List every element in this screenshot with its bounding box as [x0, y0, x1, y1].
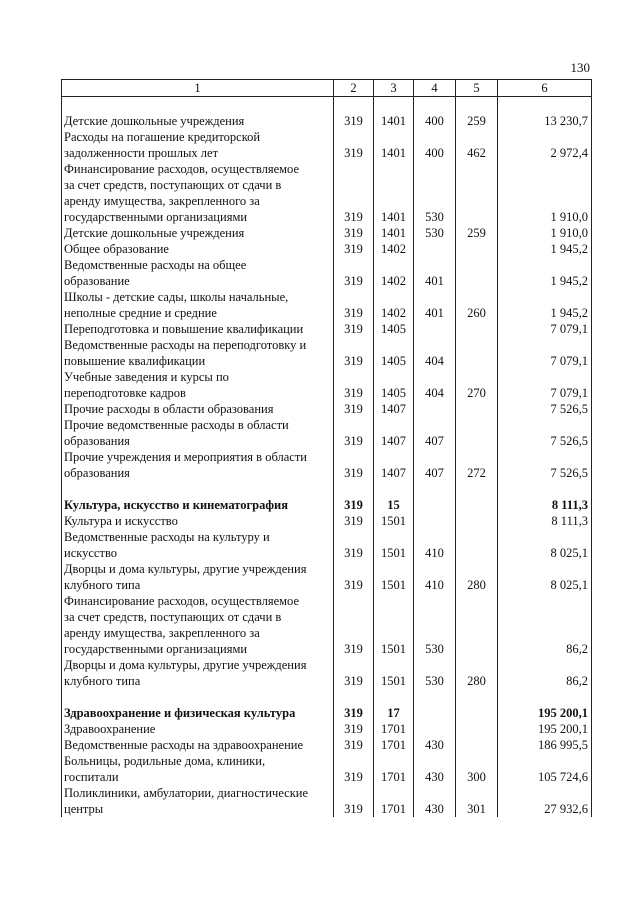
description-cell: [62, 401, 334, 417]
description-line: Общее образование: [64, 242, 169, 256]
code-cell-c2: 319: [334, 257, 374, 289]
description-cell: [62, 497, 334, 513]
empty-cell: [498, 481, 592, 497]
code-cell-c5: 260: [456, 289, 498, 321]
description-line: аренду имущества, закрепленного за: [64, 194, 260, 208]
empty-cell: [374, 97, 414, 114]
code-cell-c5: [456, 401, 498, 417]
empty-cell: [414, 481, 456, 497]
code-cell-c5: [456, 721, 498, 737]
code-cell-c3: 1501: [374, 529, 414, 561]
code-cell-c5: [456, 257, 498, 289]
description-cell: [62, 449, 334, 481]
amount-cell: 8 111,3: [498, 497, 592, 513]
code-cell-c5: [456, 241, 498, 257]
empty-cell: [374, 689, 414, 705]
code-cell-c4: 407: [414, 449, 456, 481]
code-cell-c5: [456, 513, 498, 529]
code-cell-c3: 1501: [374, 593, 414, 657]
table-row: [62, 161, 592, 225]
description-line: Прочие расходы в области образования: [64, 402, 274, 416]
code-cell-c2: 319: [334, 401, 374, 417]
code-cell-c4: 404: [414, 369, 456, 401]
code-cell-c4: 410: [414, 561, 456, 593]
description-line: Ведомственные расходы на переподготовку и: [64, 338, 307, 352]
code-cell-c2: 319: [334, 417, 374, 449]
description-line: образование: [64, 274, 130, 288]
amount-cell: 1 910,0: [498, 161, 592, 225]
empty-cell: [334, 689, 374, 705]
code-cell-c5: [456, 737, 498, 753]
code-cell-c3: 1701: [374, 785, 414, 817]
description-line: неполные средние и средние: [64, 306, 217, 320]
code-cell-c3: 1407: [374, 417, 414, 449]
table-row: [62, 561, 592, 593]
amount-cell: 1 945,2: [498, 241, 592, 257]
description-line: за счет средств, поступающих от сдачи в: [64, 610, 282, 624]
description-line: Дворцы и дома культуры, другие учреждения: [64, 562, 307, 576]
description-line: Учебные заведения и курсы по: [64, 370, 229, 384]
column-header-5: 5: [456, 80, 498, 97]
description-line: образования: [64, 466, 130, 480]
description-cell: [62, 721, 334, 737]
code-cell-c5: 259: [456, 225, 498, 241]
code-cell-c4: 430: [414, 753, 456, 785]
empty-cell: [374, 481, 414, 497]
description-line: госпитали: [64, 770, 119, 784]
code-cell-c5: 259: [456, 113, 498, 129]
description-line: государственными организациями: [64, 210, 248, 224]
description-cell: [62, 337, 334, 369]
description-line: Здравоохранение и физическая культура: [64, 706, 296, 720]
amount-cell: 13 230,7: [498, 113, 592, 129]
description-cell: [62, 225, 334, 241]
code-cell-c5: 300: [456, 753, 498, 785]
description-line: Ведомственные расходы на здравоохранение: [64, 738, 304, 752]
code-cell-c2: 319: [334, 529, 374, 561]
code-cell-c5: 301: [456, 785, 498, 817]
code-cell-c5: [456, 417, 498, 449]
code-cell-c3: 1401: [374, 113, 414, 129]
amount-cell: 2 972,4: [498, 129, 592, 161]
amount-cell: 186 995,5: [498, 737, 592, 753]
table-body: [62, 97, 592, 818]
code-cell-c5: [456, 337, 498, 369]
code-cell-c2: 319: [334, 129, 374, 161]
code-cell-c5: [456, 321, 498, 337]
amount-cell: 7 526,5: [498, 401, 592, 417]
table-row: [62, 257, 592, 289]
description-cell: [62, 705, 334, 721]
code-cell-c3: 1401: [374, 129, 414, 161]
description-line: за счет средств, поступающих от сдачи в: [64, 178, 282, 192]
code-cell-c5: [456, 529, 498, 561]
amount-cell: 1 910,0: [498, 225, 592, 241]
code-cell-c4: 401: [414, 289, 456, 321]
description-line: аренду имущества, закрепленного за: [64, 626, 260, 640]
amount-cell: 8 025,1: [498, 529, 592, 561]
code-cell-c4: 410: [414, 529, 456, 561]
section-header-row: [62, 705, 592, 721]
amount-cell: 8 025,1: [498, 561, 592, 593]
code-cell-c2: 319: [334, 561, 374, 593]
code-cell-c3: 1401: [374, 161, 414, 225]
code-cell-c5: 270: [456, 369, 498, 401]
amount-cell: 8 111,3: [498, 513, 592, 529]
amount-cell: 7 079,1: [498, 321, 592, 337]
table-row: [62, 369, 592, 401]
code-cell-c5: [456, 497, 498, 513]
description-cell: [62, 161, 334, 225]
code-cell-c3: 17: [374, 705, 414, 721]
description-line: Прочие учреждения и мероприятия в области: [64, 450, 307, 464]
page-number: 130: [570, 60, 590, 75]
column-header-3: 3: [374, 80, 414, 97]
description-cell: [62, 257, 334, 289]
code-cell-c2: 319: [334, 161, 374, 225]
table-row: [62, 289, 592, 321]
empty-cell: [456, 97, 498, 114]
table-row: [62, 113, 592, 129]
code-cell-c3: 1401: [374, 225, 414, 241]
description-cell: [62, 657, 334, 689]
amount-cell: 27 932,6: [498, 785, 592, 817]
table-row: [62, 241, 592, 257]
empty-cell: [414, 97, 456, 114]
description-cell: [62, 753, 334, 785]
description-cell: [62, 737, 334, 753]
table-row: [62, 785, 592, 817]
code-cell-c2: 319: [334, 497, 374, 513]
code-cell-c4: [414, 513, 456, 529]
table-row: [62, 513, 592, 529]
column-header-1: 1: [62, 80, 334, 97]
code-cell-c4: [414, 321, 456, 337]
description-line: клубного типа: [64, 578, 141, 592]
empty-cell: [414, 689, 456, 705]
column-header-6: 6: [498, 80, 592, 97]
table-row: [62, 321, 592, 337]
code-cell-c3: 1402: [374, 241, 414, 257]
empty-cell: [456, 689, 498, 705]
amount-cell: 7 079,1: [498, 337, 592, 369]
amount-cell: 195 200,1: [498, 721, 592, 737]
code-cell-c2: 319: [334, 289, 374, 321]
empty-cell: [498, 689, 592, 705]
code-cell-c4: 530: [414, 593, 456, 657]
code-cell-c4: 401: [414, 257, 456, 289]
description-line: клубного типа: [64, 674, 141, 688]
description-cell: [62, 417, 334, 449]
code-cell-c2: 319: [334, 225, 374, 241]
code-cell-c4: [414, 497, 456, 513]
spacer-row: [62, 97, 592, 114]
column-header-4: 4: [414, 80, 456, 97]
description-line: переподготовке кадров: [64, 386, 186, 400]
description-line: Школы - детские сады, школы начальные,: [64, 290, 289, 304]
code-cell-c5: [456, 705, 498, 721]
description-line: Культура и искусство: [64, 514, 178, 528]
code-cell-c3: 1402: [374, 289, 414, 321]
table-row: [62, 225, 592, 241]
code-cell-c3: 1701: [374, 737, 414, 753]
description-line: образования: [64, 434, 130, 448]
code-cell-c3: 1701: [374, 753, 414, 785]
code-cell-c5: 272: [456, 449, 498, 481]
amount-cell: 1 945,2: [498, 289, 592, 321]
amount-cell: 7 079,1: [498, 369, 592, 401]
code-cell-c3: 1701: [374, 721, 414, 737]
code-cell-c5: [456, 161, 498, 225]
empty-cell: [62, 689, 334, 705]
code-cell-c2: 319: [334, 737, 374, 753]
table-row: [62, 129, 592, 161]
code-cell-c4: 530: [414, 161, 456, 225]
table-row: [62, 417, 592, 449]
code-cell-c3: 1501: [374, 513, 414, 529]
description-cell: [62, 785, 334, 817]
description-line: повышение квалификации: [64, 354, 206, 368]
description-line: Ведомственные расходы на культуру и: [64, 530, 270, 544]
empty-cell: [456, 481, 498, 497]
amount-cell: 1 945,2: [498, 257, 592, 289]
description-cell: [62, 113, 334, 129]
description-line: Культура, искусство и кинематография: [64, 498, 288, 512]
description-cell: [62, 129, 334, 161]
code-cell-c4: [414, 721, 456, 737]
code-cell-c3: 1501: [374, 657, 414, 689]
code-cell-c4: 407: [414, 417, 456, 449]
code-cell-c2: 319: [334, 753, 374, 785]
amount-cell: 195 200,1: [498, 705, 592, 721]
description-cell: [62, 593, 334, 657]
table-row: [62, 721, 592, 737]
spacer-row: [62, 689, 592, 705]
code-cell-c5: 280: [456, 561, 498, 593]
code-cell-c2: 319: [334, 785, 374, 817]
code-cell-c4: [414, 705, 456, 721]
description-line: Детские дошкольные учреждения: [64, 226, 245, 240]
spacer-row: [62, 481, 592, 497]
section-header-row: [62, 497, 592, 513]
table-row: [62, 657, 592, 689]
code-cell-c2: 319: [334, 593, 374, 657]
description-line: центры: [64, 802, 104, 816]
description-cell: [62, 241, 334, 257]
code-cell-c3: 1405: [374, 337, 414, 369]
code-cell-c3: 1407: [374, 449, 414, 481]
code-cell-c2: 319: [334, 705, 374, 721]
amount-cell: 105 724,6: [498, 753, 592, 785]
code-cell-c5: 462: [456, 129, 498, 161]
description-cell: [62, 561, 334, 593]
description-cell: [62, 529, 334, 561]
amount-cell: 7 526,5: [498, 417, 592, 449]
code-cell-c2: 319: [334, 113, 374, 129]
empty-cell: [62, 97, 334, 114]
code-cell-c4: [414, 241, 456, 257]
description-line: Больницы, родильные дома, клиники,: [64, 754, 266, 768]
code-cell-c4: 530: [414, 225, 456, 241]
budget-table: [61, 79, 592, 817]
amount-cell: 86,2: [498, 657, 592, 689]
description-line: задолженности прошлых лет: [64, 146, 219, 160]
description-line: Финансирование расходов, осуществляемое: [64, 162, 299, 176]
description-line: Переподготовка и повышение квалификации: [64, 322, 304, 336]
description-cell: [62, 321, 334, 337]
code-cell-c3: 1501: [374, 561, 414, 593]
column-header-2: 2: [334, 80, 374, 97]
amount-cell: 7 526,5: [498, 449, 592, 481]
description-line: Здравоохранение: [64, 722, 156, 736]
empty-cell: [334, 97, 374, 114]
table-row: [62, 529, 592, 561]
description-line: государственными организациями: [64, 642, 248, 656]
code-cell-c3: 1405: [374, 321, 414, 337]
code-cell-c4: 400: [414, 113, 456, 129]
code-cell-c2: 319: [334, 513, 374, 529]
table-row: [62, 753, 592, 785]
code-cell-c4: 430: [414, 737, 456, 753]
code-cell-c4: 400: [414, 129, 456, 161]
code-cell-c3: 1407: [374, 401, 414, 417]
description-line: Финансирование расходов, осуществляемое: [64, 594, 299, 608]
table-header-row: [62, 80, 592, 97]
code-cell-c2: 319: [334, 241, 374, 257]
description-line: Детские дошкольные учреждения: [64, 114, 245, 128]
description-line: Расходы на погашение кредиторской: [64, 130, 261, 144]
empty-cell: [62, 481, 334, 497]
description-cell: [62, 513, 334, 529]
code-cell-c2: 319: [334, 369, 374, 401]
table-row: [62, 449, 592, 481]
code-cell-c3: 15: [374, 497, 414, 513]
description-line: Прочие ведомственные расходы в области: [64, 418, 289, 432]
description-line: искусство: [64, 546, 118, 560]
code-cell-c5: 280: [456, 657, 498, 689]
empty-cell: [498, 97, 592, 114]
code-cell-c3: 1402: [374, 257, 414, 289]
description-line: Поликлиники, амбулатории, диагностические: [64, 786, 309, 800]
code-cell-c3: 1405: [374, 369, 414, 401]
code-cell-c2: 319: [334, 337, 374, 369]
table-row: [62, 737, 592, 753]
code-cell-c5: [456, 593, 498, 657]
code-cell-c4: 530: [414, 657, 456, 689]
table-row: [62, 401, 592, 417]
amount-cell: 86,2: [498, 593, 592, 657]
description-cell: [62, 369, 334, 401]
empty-cell: [334, 481, 374, 497]
table-row: [62, 593, 592, 657]
description-line: Ведомственные расходы на общее: [64, 258, 247, 272]
code-cell-c4: 404: [414, 337, 456, 369]
code-cell-c4: [414, 401, 456, 417]
code-cell-c2: 319: [334, 721, 374, 737]
code-cell-c2: 319: [334, 657, 374, 689]
description-line: Дворцы и дома культуры, другие учреждения: [64, 658, 307, 672]
table-row: [62, 337, 592, 369]
code-cell-c2: 319: [334, 449, 374, 481]
code-cell-c2: 319: [334, 321, 374, 337]
description-cell: [62, 289, 334, 321]
code-cell-c4: 430: [414, 785, 456, 817]
